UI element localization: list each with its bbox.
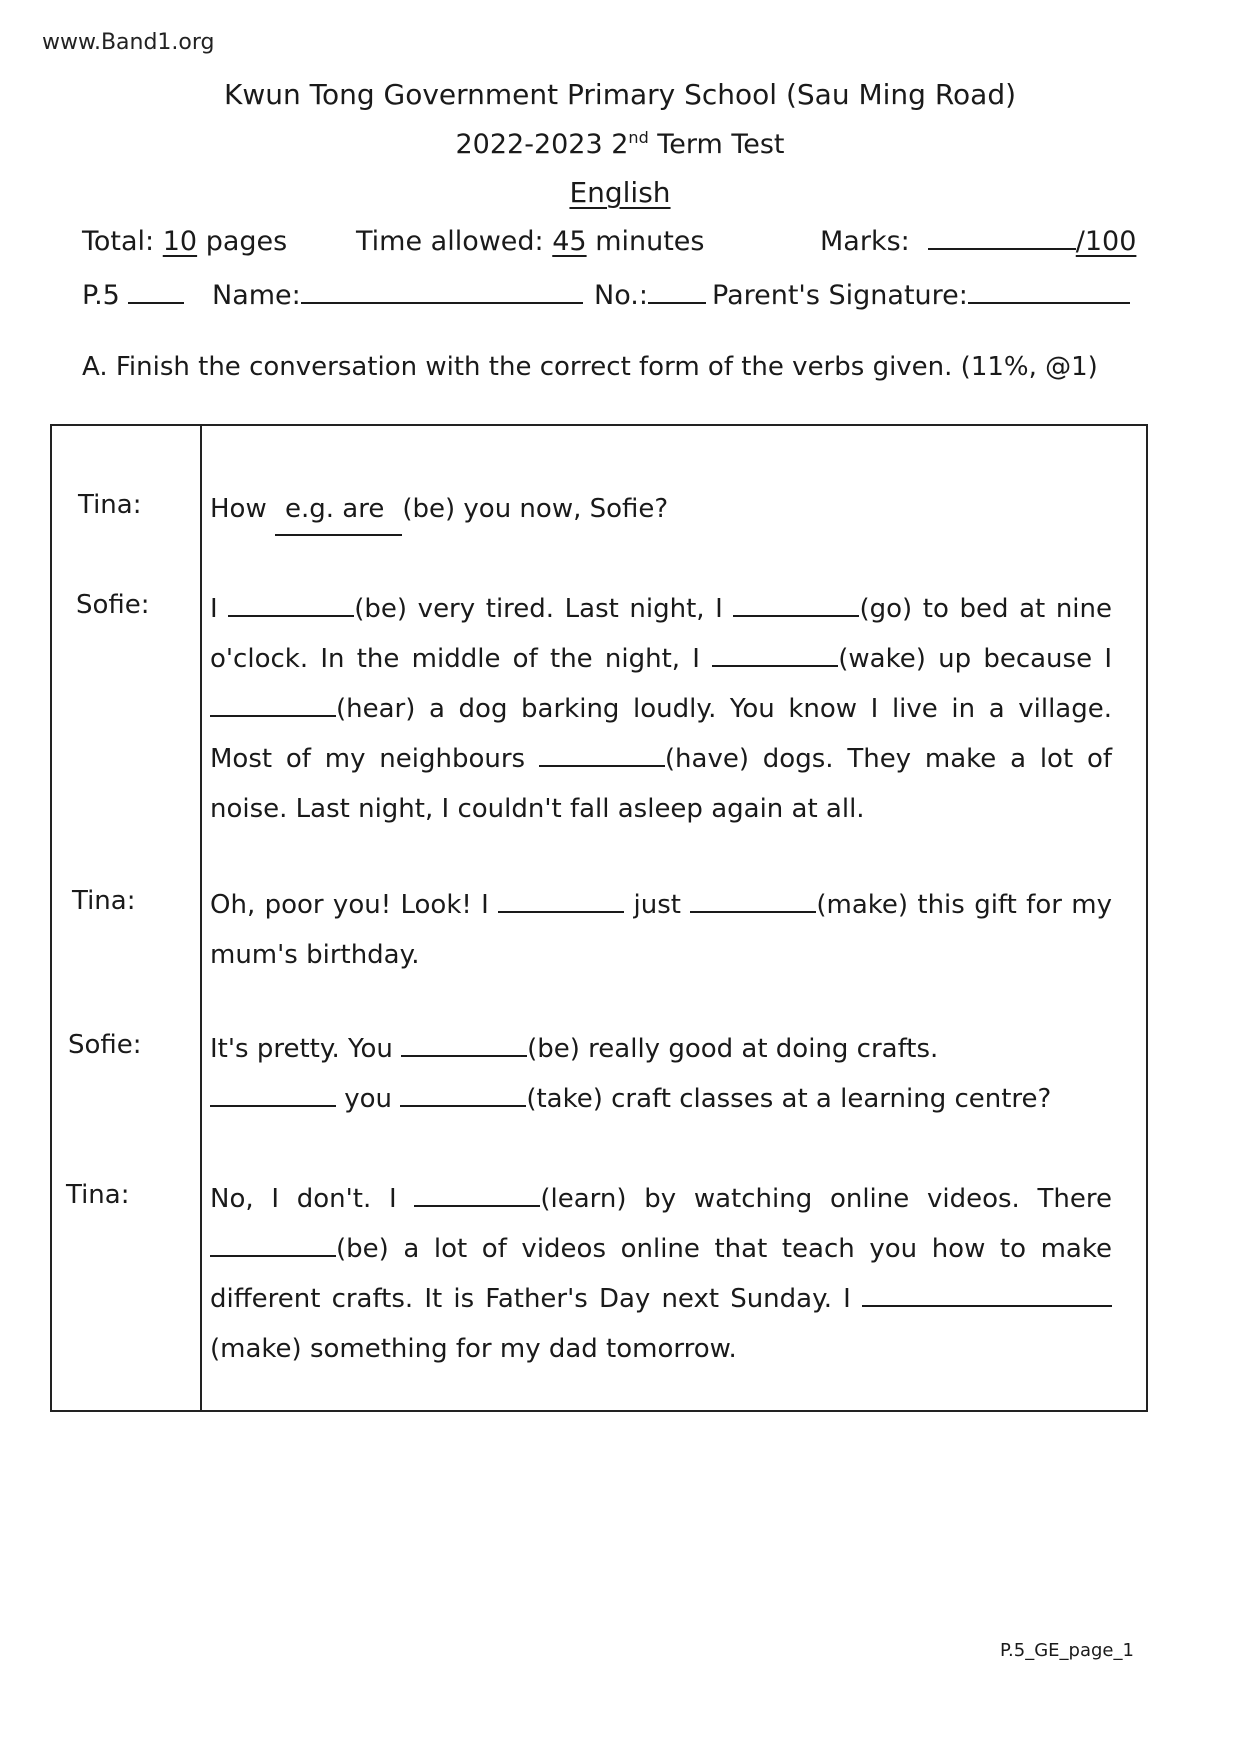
name-label: Name: [212,280,301,311]
school-name: Kwun Tong Government Primary School (Sau Ming Road) [223,78,1017,111]
dialogue-text: (make) something for my dad tomorrow. [210,1334,737,1364]
speaker-label: Sofie: [76,590,150,620]
section-a-instruction: A. Finish the conversation with the correct form of the verbs given. (11%, @1) [82,352,1098,382]
answer-blank[interactable] [210,1083,336,1107]
name-field [212,280,583,311]
answer-blank[interactable] [400,1083,526,1107]
dialogue-text: (take) craft classes at a learning centre? [526,1084,1052,1114]
marks-field [820,226,1136,257]
dialogue-text: How [210,494,275,524]
dialogue-text: Oh, poor you! Look! I [210,890,499,920]
marks-total: /100 [1075,226,1137,257]
dialogue-text: (go) to bed at nine o'clock. In the middle of the night, I [210,594,1112,674]
table-divider [200,424,202,1412]
number-field [594,280,706,311]
dialogue-text: (wake) up because I [838,644,1112,674]
class-label: P.5 [82,280,120,311]
time-label: Time allowed: [356,226,553,257]
website-watermark: www.Band1.org [42,30,215,55]
answer-blank[interactable] [539,743,665,767]
answer-blank[interactable] [210,693,336,717]
marks-blank[interactable] [928,247,1076,250]
dialogue-text: (have) dogs. They make a lot of noise. Last night, I couldn't fall asleep again at all. [210,744,1113,824]
dialogue-text: (be) you now, Sofie? [402,494,669,524]
dialogue-text: (make) this gift for my mum's birthday. [210,890,1112,970]
dialogue-text: (be) a lot of videos online that teach you how to make different crafts. It is Father's Day next Sunday. I [210,1234,1112,1314]
page-footer: P.5_GE_page_1 [1000,1640,1134,1661]
time-allowed [356,226,704,257]
dialogue-text: just [624,890,691,920]
no-blank[interactable] [648,301,706,304]
signature-blank[interactable] [968,301,1130,304]
example-answer: e.g. are [275,484,402,536]
answer-blank[interactable] [690,889,816,913]
answer-blank[interactable] [733,593,859,617]
subject-title: English [569,176,671,209]
speaker-label: Tina: [66,1180,130,1210]
dialogue-text: (learn) by watching online videos. There [540,1184,1113,1214]
dialogue-text: (be) really good at doing crafts. [527,1034,939,1064]
speaker-label: Sofie: [68,1030,142,1060]
term-label: Term Test [648,129,785,160]
class-blank[interactable] [128,301,184,304]
total-value: 10 [162,226,198,257]
speaker-label: Tina: [72,886,136,916]
time-value: 45 [552,226,587,257]
signature-field [712,280,1130,311]
answer-blank[interactable] [210,1233,336,1257]
term-ordinal-suffix: nd [628,128,649,147]
total-pages [82,226,287,257]
dialogue-turn-1 [210,484,1112,536]
name-blank[interactable] [301,301,583,304]
total-unit: pages [197,226,288,257]
dialogue-text: It's pretty. You [210,1034,402,1064]
dialogue-text: (be) very tired. Last night, I [354,594,734,624]
dialogue-text: (hear) a dog barking loudly. You know I live in a village. Most of my neighbours [210,694,1112,774]
marks-label: Marks: [820,226,910,257]
dialogue-text: No, I don't. I [210,1184,415,1214]
answer-blank[interactable] [862,1283,1112,1307]
answer-blank[interactable] [401,1033,527,1057]
no-label: No.: [594,280,648,311]
answer-blank[interactable] [498,889,624,913]
dialogue-turn-2 [210,584,1112,834]
signature-label: Parent's Signature: [712,280,968,311]
term-year: 2022-2023 2 [455,129,629,160]
answer-blank[interactable] [712,643,838,667]
dialogue-text: you [336,1084,401,1114]
dialogue-turn-3 [210,880,1112,980]
class-field [82,280,184,311]
answer-blank[interactable] [414,1183,540,1207]
total-label: Total: [82,226,163,257]
time-unit: minutes [586,226,705,257]
speaker-label: Tina: [78,490,142,520]
dialogue-turn-4 [210,1024,1112,1124]
term-title [0,128,1240,160]
dialogue-text: I [210,594,229,624]
dialogue-turn-5 [210,1174,1112,1374]
answer-blank[interactable] [228,593,354,617]
